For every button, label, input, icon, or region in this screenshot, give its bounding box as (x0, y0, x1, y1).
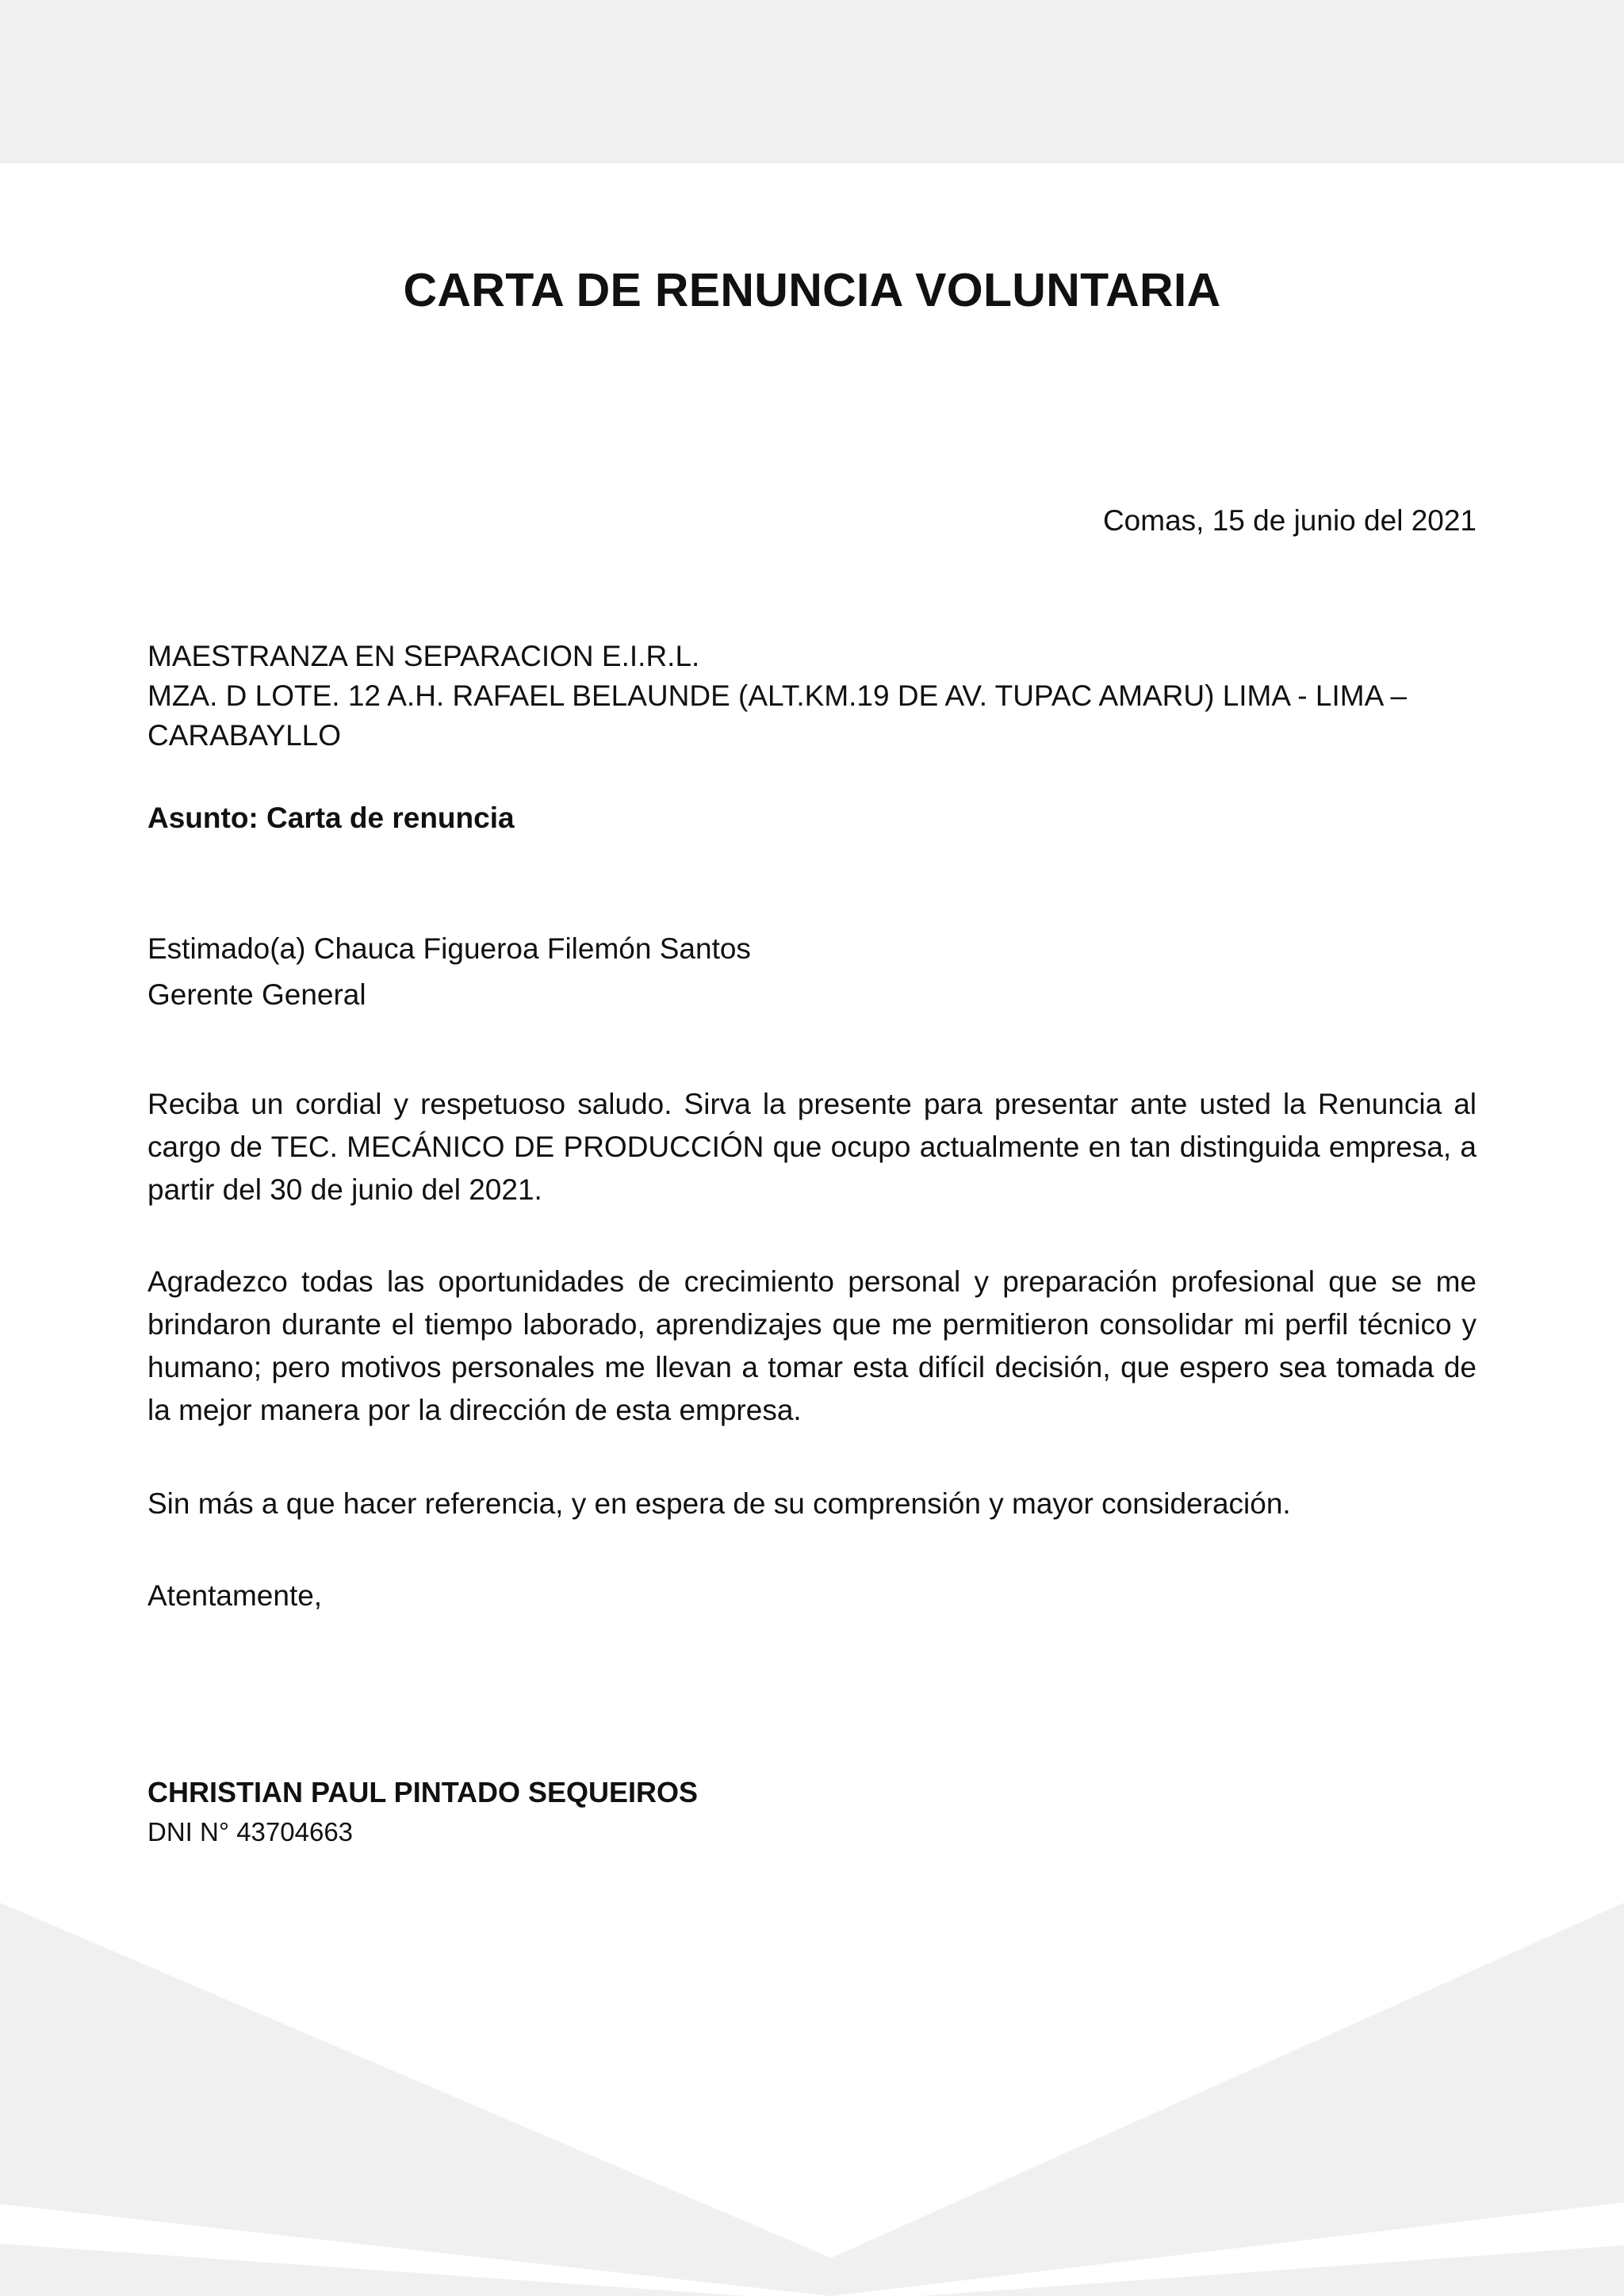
body-paragraph: Reciba un cordial y respetuoso saludo. Sirva la presente para presentar ante usted la Renuncia al cargo de TEC. MECÁNICO DE PRODUCCIÓN que ocupo actualmente en tan distinguida empresa, a partir del 30 de junio del 2021. (147, 1088, 1477, 1206)
signature-dni: DNI N° 43704663 (147, 1817, 354, 1846)
addressee-position: Gerente General (147, 978, 366, 1011)
body-paragraph: Sin más a que hacer referencia, y en espera de su comprensión y mayor consideración. (147, 1487, 1291, 1520)
letter-subject: Asunto: Carta de renuncia (147, 802, 515, 834)
footer-decoration (0, 1903, 1624, 2296)
addressee-greeting: Estimado(a) Chauca Figueroa Filemón Santos (147, 932, 751, 965)
letter-date: Comas, 15 de junio del 2021 (1102, 504, 1477, 537)
header-band (0, 0, 1624, 163)
letter-title: CARTA DE RENUNCIA VOLUNTARIA (403, 264, 1221, 316)
recipient-company: MAESTRANZA EN SEPARACION E.I.R.L. (147, 640, 700, 672)
recipient-block (147, 637, 1477, 756)
recipient-address: MZA. D LOTE. 12 A.H. RAFAEL BELAUNDE (ALT.KM.19 DE AV. TUPAC AMARU) LIMA - LIMA – CARABAYLLO (147, 679, 1408, 752)
signature-name: CHRISTIAN PAUL PINTADO SEQUEIROS (147, 1776, 699, 1808)
body-paragraph: Agradezco todas las oportunidades de crecimiento personal y preparación profesional que se me brindaron durante el tiempo laborado, aprendizajes que me permitieron consolidar mi perfil técnico y humano; pero motivos personales me llevan a tomar esta difícil decisión, que espero sea tomada de la mejor manera por la dirección de esta empresa. (147, 1265, 1477, 1426)
addressee-block (147, 926, 1477, 1018)
letter-closing: Atentamente, (147, 1579, 323, 1612)
